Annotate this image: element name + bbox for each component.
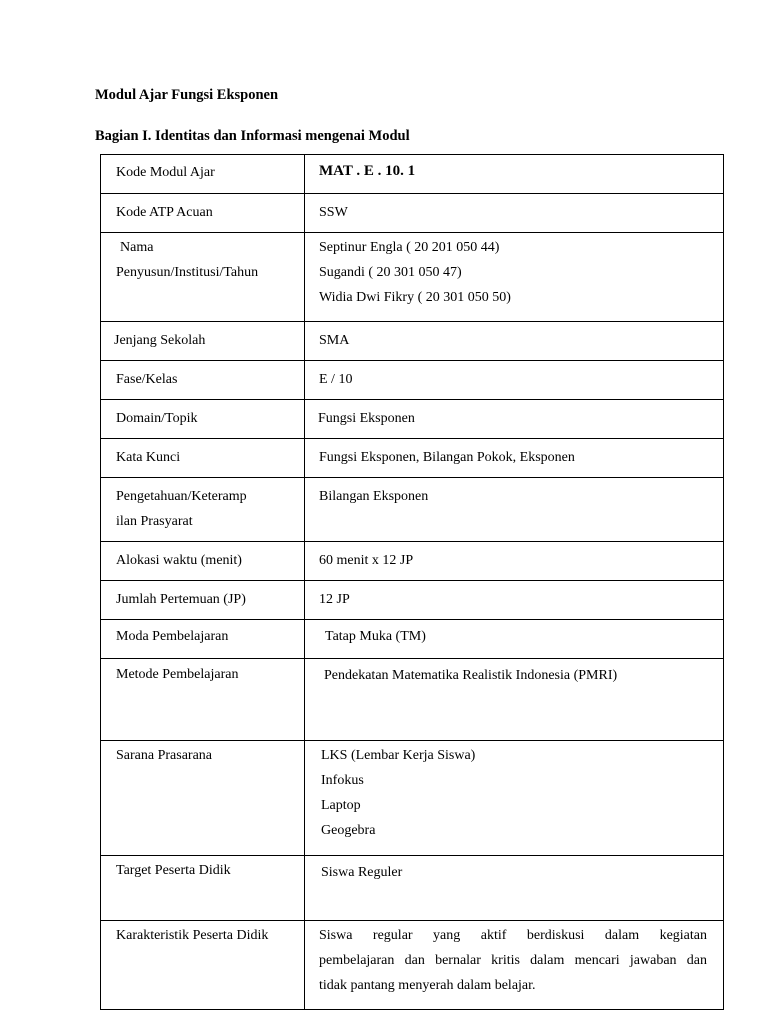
table-row-jumlah-pertemuan [101,581,724,620]
label-cell [101,233,305,322]
value-cell [305,620,724,659]
value-text: Geogebra [321,823,376,838]
value-text: LKS (Lembar Kerja Siswa) [321,748,476,763]
label-text: Penyusun/Institusi/Tahun [116,265,259,280]
table-row-metode-pembelajaran [101,659,724,741]
value-text: Sugandi ( 20 301 050 47) [319,265,462,280]
value-cell [305,155,724,194]
value-cell [305,542,724,581]
label-cell [101,659,305,741]
value-cell [305,194,724,233]
label-cell [101,322,305,361]
label-cell [101,856,305,921]
value-text: 12 JP [319,592,350,607]
table-row-jenjang-sekolah [101,322,724,361]
value-cell [305,921,724,1010]
label-text: Fase/Kelas [116,372,178,387]
label-text: Target Peserta Didik [116,863,231,878]
value-text: Tatap Muka (TM) [325,629,426,644]
label-text: Jumlah Pertemuan (JP) [116,592,246,607]
value-text: tidak pantang menyerah dalam belajar. [319,978,536,993]
value-cell [305,400,724,439]
value-text: MAT . E . 10. 1 [319,163,416,179]
label-text: Domain/Topik [116,411,198,426]
value-text: Widia Dwi Fikry ( 20 301 050 50) [319,290,511,305]
value-cell [305,439,724,478]
table-row-fase-kelas [101,361,724,400]
table-row-karakteristik-peserta [101,921,724,1010]
value-cell [305,659,724,741]
label-cell [101,620,305,659]
value-text: 60 menit x 12 JP [319,553,414,568]
label-cell [101,400,305,439]
label-cell [101,581,305,620]
value-text: SSW [319,205,348,220]
label-text: Pengetahuan/Keteramp [116,489,247,504]
value-text: Laptop [321,798,361,813]
value-cell [305,856,724,921]
value-text: SMA [319,333,350,348]
label-text: Kode Modul Ajar [116,165,215,180]
table-row-moda-pembelajaran [101,620,724,659]
value-cell [305,322,724,361]
table-row-alokasi-waktu [101,542,724,581]
label-cell [101,194,305,233]
table-row-sarana-prasarana [101,741,724,856]
label-cell [101,478,305,542]
label-text: Jenjang Sekolah [114,333,206,348]
label-text: Alokasi waktu (menit) [116,553,242,568]
value-text: Siswa regular yang aktif berdiskusi dalam kegiatan [319,928,707,943]
table-row-pengetahuan-prasyarat [101,478,724,542]
label-cell [101,361,305,400]
label-cell [101,921,305,1010]
table-row-kode-atp [101,194,724,233]
label-cell [101,542,305,581]
document-title: Modul Ajar Fungsi Eksponen [95,87,279,103]
value-cell [305,581,724,620]
value-text: pembelajaran dan bernalar kritis dalam mencari jawaban dan [319,953,707,968]
table-row-kata-kunci [101,439,724,478]
value-text: Bilangan Eksponen [319,489,429,504]
table-row-nama-penyusun [101,233,724,322]
value-text: Infokus [321,773,364,788]
label-text: Kata Kunci [116,450,181,465]
value-cell [305,233,724,322]
value-text: E / 10 [319,372,353,387]
label-text: Metode Pembelajaran [116,667,239,682]
label-cell [101,439,305,478]
module-identity-table [100,154,724,1010]
value-text: Fungsi Eksponen [318,411,415,426]
value-cell [305,361,724,400]
table-row-target-peserta [101,856,724,921]
label-text: Kode ATP Acuan [116,205,213,220]
label-cell [101,741,305,856]
section-title: Bagian I. Identitas dan Informasi mengenai Modul [95,128,410,144]
label-text: Sarana Prasarana [116,748,213,763]
label-cell [101,155,305,194]
table-row-domain-topik [101,400,724,439]
label-text: Nama [120,240,154,255]
label-text: ilan Prasyarat [116,514,193,529]
label-text: Karakteristik Peserta Didik [116,928,269,943]
value-text: Fungsi Eksponen, Bilangan Pokok, Eksponen [319,450,575,465]
label-text: Moda Pembelajaran [116,629,229,644]
value-text: Siswa Reguler [321,865,403,880]
value-text: Septinur Engla ( 20 201 050 44) [319,240,500,255]
value-text: Pendekatan Matematika Realistik Indonesia (PMRI) [324,668,618,683]
value-cell [305,478,724,542]
value-cell [305,741,724,856]
table-row-kode-modul [101,155,724,194]
